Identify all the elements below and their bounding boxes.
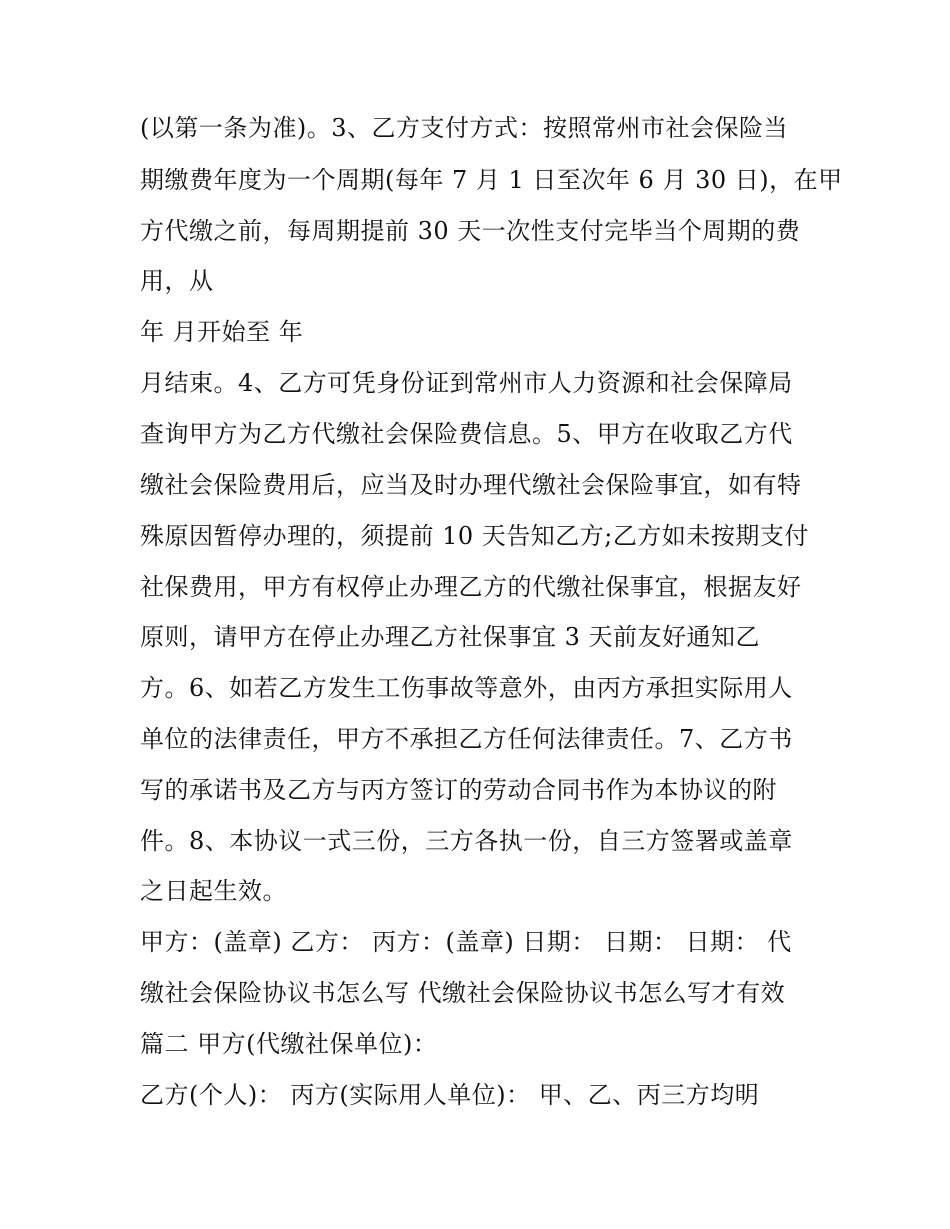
text-line: (以第一条为准)。3、乙方支付方式：按照常州市社会保险当 bbox=[140, 114, 788, 142]
text-line: 单位的法律责任，甲方不承担乙方任何法律责任。7、乙方书 bbox=[140, 725, 793, 753]
text-line: 用，从 bbox=[140, 267, 214, 295]
text-line: 件。8、本协议一式三份，三方各执一份，自三方签署或盖章 bbox=[140, 827, 793, 855]
text-line: 期缴费年度为一个周期(每年 7 月 1 日至次年 6 月 30 日)，在甲 bbox=[140, 166, 843, 194]
text-line: 年 月开始至 年 bbox=[140, 318, 304, 346]
text-line: 殊原因暂停办理的，须提前 10 天告知乙方;乙方如未按期支付 bbox=[140, 522, 809, 550]
section-heading: 篇二 甲方(代缴社保单位)： bbox=[140, 1030, 438, 1058]
text-line: 缴社会保险费用后，应当及时办理代缴社会保险事宜，如有特 bbox=[140, 471, 802, 499]
text-line: 缴社会保险协议书怎么写 代缴社会保险协议书怎么写才有效 bbox=[140, 979, 786, 1007]
text-line: 写的承诺书及乙方与丙方签订的劳动合同书作为本协议的附 bbox=[140, 776, 777, 804]
text-line: 方代缴之前，每周期提前 30 天一次性支付完毕当个周期的费 bbox=[140, 217, 801, 245]
signature-line: 甲方：(盖章) 乙方： 丙方：(盖章) 日期： 日期： 日期： 代 bbox=[140, 928, 792, 956]
text-line: 原则，请甲方在停止办理乙方社保事宜 3 天前友好通知乙 bbox=[140, 623, 761, 651]
text-line: 月结束。4、乙方可凭身份证到常州市人力资源和社会保障局 bbox=[140, 369, 793, 397]
text-line: 乙方(个人)： 丙方(实际用人单位)： 甲、乙、丙三方均明 bbox=[140, 1081, 760, 1109]
text-line: 社保费用，甲方有权停止办理乙方的代缴社保事宜，根据友好 bbox=[140, 573, 802, 601]
text-line: 之日起生效。 bbox=[140, 877, 287, 905]
text-line: 查询甲方为乙方代缴社会保险费信息。5、甲方在收取乙方代 bbox=[140, 420, 793, 448]
text-line: 方。6、如若乙方发生工伤事故等意外，由丙方承担实际用人 bbox=[140, 674, 793, 702]
